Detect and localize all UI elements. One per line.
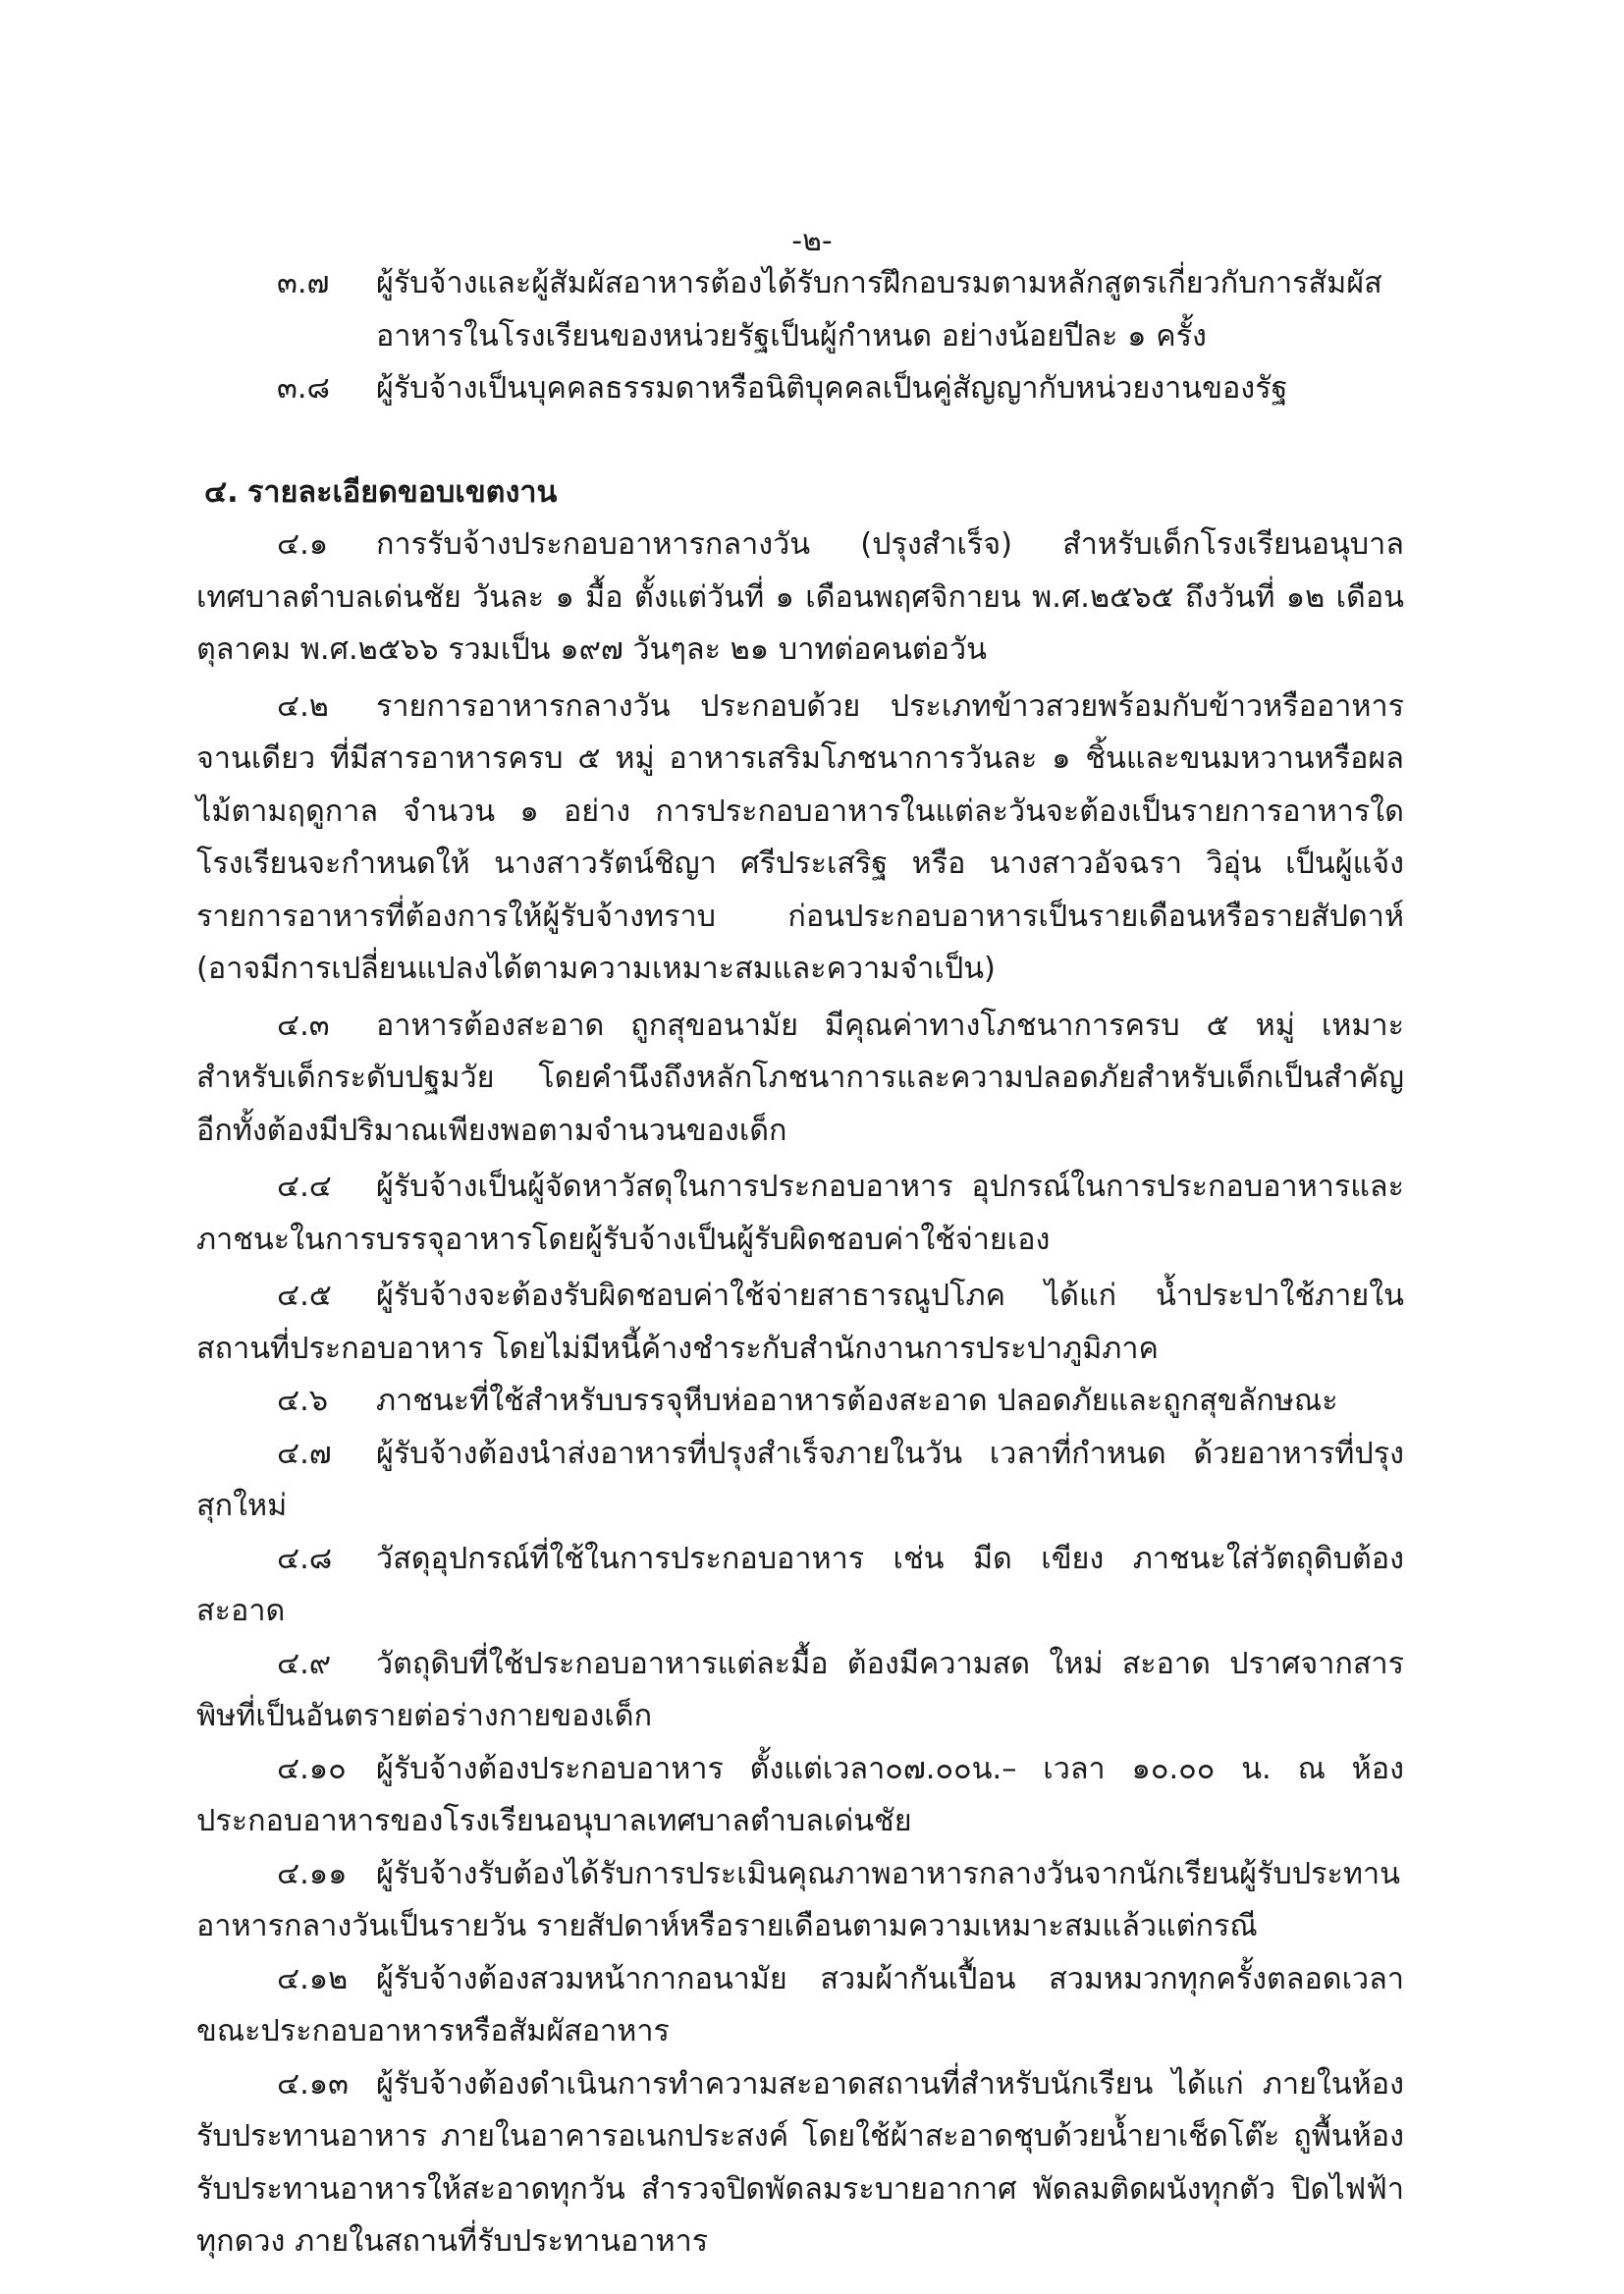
clause-text: ผู้รับจ้างต้องสวมหน้ากากอนามัย สวมผ้ากันเปื้อน สวมหมวกทุกครั้งตลอดเวลาขณะประกอบอาหารหรือสัมผัสอาหาร [196, 1961, 1404, 2048]
section-number: ๔. [204, 474, 239, 510]
clause-number: ๔.๔ [277, 1170, 332, 1204]
clause-text: ผู้รับจ้างต้องประกอบอาหาร ตั้งแต่เวลา๐๗.๐๐น.– เวลา ๑๐.๐๐ น. ณ ห้องประกอบอาหารของโรงเรียนอนุบาลเทศบาลตำบลเด่นชัย [196, 1751, 1404, 1838]
clause-4-8 [196, 1533, 1404, 1638]
clause-4-1 [196, 519, 1404, 677]
clause-text: วัสดุอุปกรณ์ที่ใช้ในการประกอบอาหาร เช่น มีด เขียง ภาชนะใส่วัตถุดิบต้องสะอาด [196, 1541, 1404, 1628]
clause-4-2 [196, 681, 1404, 996]
document-body [196, 257, 1404, 2268]
clause-number: ๔.๙ [277, 1646, 332, 1681]
clause-text: ผู้รับจ้างเป็นผู้จัดหาวัสดุในการประกอบอาหาร อุปกรณ์ในการประกอบอาหารและภาชนะในการบรรจุอาหารโดยผู้รับจ้างเป็นผู้รับผิดชอบค่าใช้จ่ายเอง [196, 1170, 1404, 1257]
clause-4-11 [196, 1848, 1404, 1953]
clause-number: ๔.๒ [277, 688, 329, 724]
clause-number: ๓.๗ [277, 266, 330, 300]
clause-number: ๔.๖ [277, 1384, 329, 1418]
section-heading [196, 466, 1404, 519]
clause-number: ๔.๑๐ [277, 1751, 347, 1786]
clause-text: อาหารต้องสะอาด ถูกสุขอนามัย มีคุณค่าทางโภชนาการครบ ๕ หมู่ เหมาะสำหรับเด็กระดับปฐมวัย โดยคำนึงถึงหลักโภชนาการและความปลอดภัยสำหรับเด็กเป็นสำคัญ อีกทั้งต้องมีปริมาณเพียงพอตามจำนวนของเด็ก [196, 1008, 1404, 1148]
clause-text: การรับจ้างประกอบอาหารกลางวัน (ปรุงสำเร็จ) สำหรับเด็กโรงเรียนอนุบาลเทศบาลตำบลเด่นชัย วันละ ๑ มื้อ ตั้งแต่วันที่ ๑ เดือนพฤศจิกายน พ.ศ.๒๕๖๕ ถึงวันที่ ๑๒ เดือนตุลาคม พ.ศ.๒๕๖๖ รวมเป็น ๑๙๗ วันๆละ ๒๑ บาทต่อคนต่อวัน [196, 527, 1404, 667]
clause-number: ๔.๕ [277, 1279, 332, 1313]
page-number: -๒- [791, 224, 833, 258]
clause-number: ๔.๘ [277, 1541, 333, 1576]
clause-number: ๔.๑๓ [277, 2066, 349, 2102]
clause-number: ๔.๑๑ [277, 1856, 348, 1891]
clause-text: ผู้รับจ้างเป็นบุคคลธรรมดาหรือนิติบุคคลเป็นคู่สัญญากับหน่วยงานของรัฐ [376, 371, 1288, 406]
clause-number: ๔.๑ [277, 527, 329, 562]
clause-4-10 [196, 1743, 1404, 1848]
clause-3-7 [196, 257, 1404, 362]
clause-number: ๓.๘ [277, 371, 331, 406]
clause-4-12 [196, 1953, 1404, 2058]
clause-4-3 [196, 1000, 1404, 1158]
clause-4-7 [196, 1428, 1404, 1533]
clause-text: ผู้รับจ้างและผู้สัมผัสอาหารต้องได้รับการฝึกอบรมตามหลักสูตรเกี่ยวกับการสัมผัสอาหารในโรงเรียนของหน่วยรัฐเป็นผู้กำหนด อย่างน้อยปีละ ๑ ครั้ง [376, 266, 1382, 354]
clause-text: ผู้รับจ้างรับต้องได้รับการประเมินคุณภาพอาหารกลางวันจากนักเรียนผู้รับประทานอาหารกลางวันเป็นรายวัน รายสัปดาห์หรือรายเดือนตามความเหมาะสมแล้วแต่กรณี [196, 1856, 1401, 1943]
clause-4-9 [196, 1638, 1404, 1743]
section-title: รายละเอียดขอบเขตงาน [247, 474, 558, 510]
clause-number: ๔.๓ [277, 1008, 330, 1043]
clause-number: ๔.๑๒ [277, 1961, 349, 1996]
clause-4-6 [196, 1375, 1404, 1428]
clause-text: วัตถุดิบที่ใช้ประกอบอาหารแต่ละมื้อ ต้องมีความสด ใหม่ สะอาด ปราศจากสารพิษที่เป็นอันตรายต่อร่างกายของเด็ก [196, 1646, 1404, 1733]
clause-text: รายการอาหารกลางวัน ประกอบด้วย ประเภทข้าวสวยพร้อมกับข้าวหรืออาหารจานเดียว ที่มีสารอาหารครบ ๕ หมู่ อาหารเสริมโภชนาการวันละ ๑ ชิ้นและขนมหวานหรือผลไม้ตามฤดูกาล จำนวน ๑ อย่าง การประกอบอาหารในแต่ละวันจะต้องเป็นรายการอาหารใด โรงเรียนจะกำหนดให้ นางสาวรัตน์ชิญา ศรีประเสริฐ หรือ นางสาวอัจฉรา วิอุ่น เป็นผู้แจ้งรายการอาหารที่ต้องการให้ผู้รับจ้างทราบ ก่อนประกอบอาหารเป็นรายเดือนหรือรายสัปดาห์ (อาจมีการเปลี่ยนแปลงได้ตามความเหมาะสมและความจำเป็น) [196, 688, 1404, 986]
clause-4-5 [196, 1270, 1404, 1375]
clause-text: ภาชนะที่ใช้สำหรับบรรจุหีบห่ออาหารต้องสะอาด ปลอดภัยและถูกสุขลักษณะ [376, 1384, 1338, 1418]
clause-number: ๔.๗ [277, 1436, 332, 1471]
clause-3-8 [196, 362, 1404, 415]
clause-4-13 [196, 2058, 1404, 2268]
clause-text: ผู้รับจ้างจะต้องรับผิดชอบค่าใช้จ่ายสาธารณูปโภค ได้แก่ น้ำประปาใช้ภายในสถานที่ประกอบอาหาร โดยไม่มีหนี้ค้างชำระกับสำนักงานการประปาภูมิภาค [196, 1279, 1404, 1366]
clause-text: ผู้รับจ้างต้องดำเนินการทำความสะอาดสถานที่สำหรับนักเรียน ได้แก่ ภายในห้องรับประทานอาหาร ภายในอาคารอเนกประสงค์ โดยใช้ผ้าสะอาดชุบด้วยน้ำยาเช็ดโต๊ะ ถูพื้นห้องรับประทานอาหารให้สะอาดทุกวัน สำรวจปิดพัดลมระบายอากาศ พัดลมติดผนังทุกตัว ปิดไฟฟ้าทุกดวง ภายในสถานที่รับประทานอาหาร [196, 2066, 1404, 2259]
clause-4-4 [196, 1161, 1404, 1266]
clause-text: ผู้รับจ้างต้องนำส่งอาหารที่ปรุงสำเร็จภายในวัน เวลาที่กำหนด ด้วยอาหารที่ปรุงสุกใหม่ [196, 1436, 1404, 1523]
